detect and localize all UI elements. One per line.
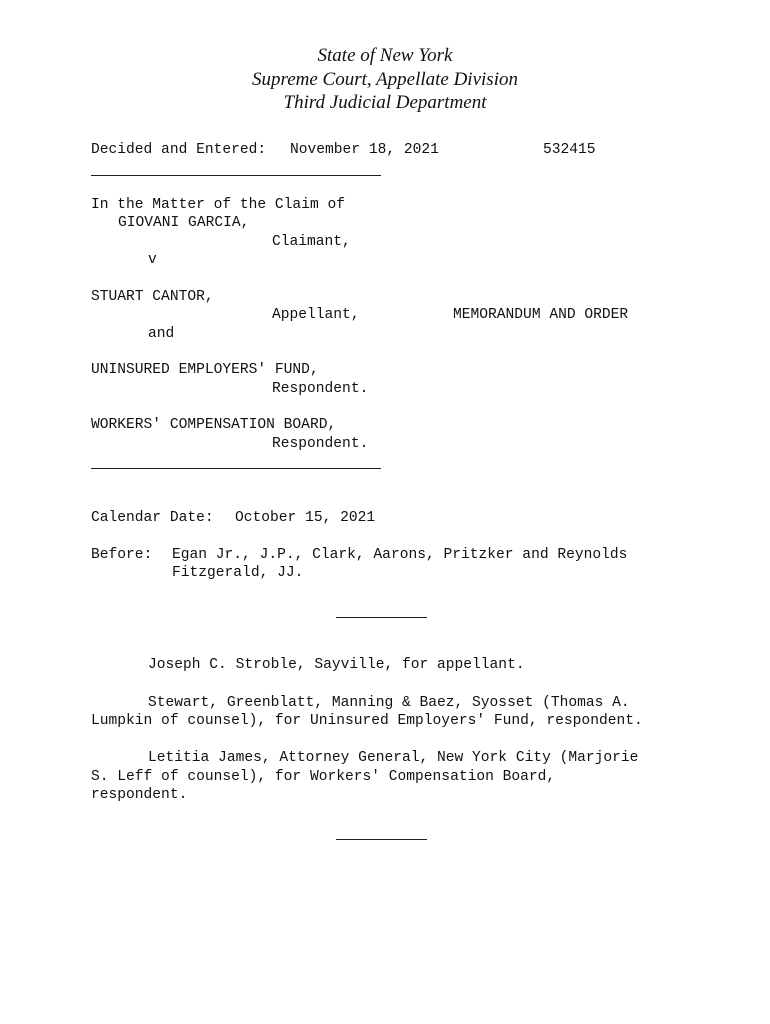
conjunction-and: and (148, 326, 175, 342)
section-divider-1 (336, 617, 427, 618)
counsel-uef-line1: Stewart, Greenblatt, Manning & Baez, Syosset (Thomas A. (148, 695, 630, 711)
section-divider-2 (336, 839, 427, 840)
before-judges-line1: Egan Jr., J.P., Clark, Aarons, Pritzker and Reynolds (172, 547, 628, 563)
case-number: 532415 (543, 142, 596, 158)
decided-label: Decided and Entered: (91, 142, 267, 158)
before-label: Before: (91, 547, 153, 563)
court-state: State of New York (317, 45, 453, 66)
calendar-date: October 15, 2021 (235, 510, 376, 526)
appellant-role: Appellant, (272, 307, 360, 323)
before-judges-line2: Fitzgerald, JJ. (172, 565, 304, 581)
calendar-label: Calendar Date: (91, 510, 214, 526)
versus: v (148, 252, 157, 268)
decided-date: November 18, 2021 (290, 142, 439, 158)
caption-top-rule (91, 175, 381, 176)
respondent2-name: WORKERS' COMPENSATION BOARD, (91, 417, 337, 433)
counsel-wcb-line3: respondent. (91, 787, 188, 803)
claimant-role: Claimant, (272, 234, 351, 250)
counsel-wcb-line1: Letitia James, Attorney General, New York City (Marjorie (148, 750, 639, 766)
respondent2-role: Respondent. (272, 436, 369, 452)
caption-bottom-rule (91, 468, 381, 469)
order-type: MEMORANDUM AND ORDER (453, 307, 629, 323)
court-header (0, 44, 770, 115)
counsel-appellant: Joseph C. Stroble, Sayville, for appellant. (148, 657, 525, 673)
caption-matter: In the Matter of the Claim of (91, 197, 345, 213)
respondent1-name: UNINSURED EMPLOYERS' FUND, (91, 362, 319, 378)
claimant-name: GIOVANI GARCIA, (118, 215, 250, 231)
court-department: Third Judicial Department (283, 92, 487, 113)
counsel-wcb-line2: S. Leff of counsel), for Workers' Compensation Board, (91, 769, 556, 785)
counsel-uef-line2: Lumpkin of counsel), for Uninsured Employers' Fund, respondent. (91, 713, 643, 729)
respondent1-role: Respondent. (272, 381, 369, 397)
court-name: Supreme Court, Appellate Division (252, 68, 518, 90)
appellant-name: STUART CANTOR, (91, 289, 214, 305)
